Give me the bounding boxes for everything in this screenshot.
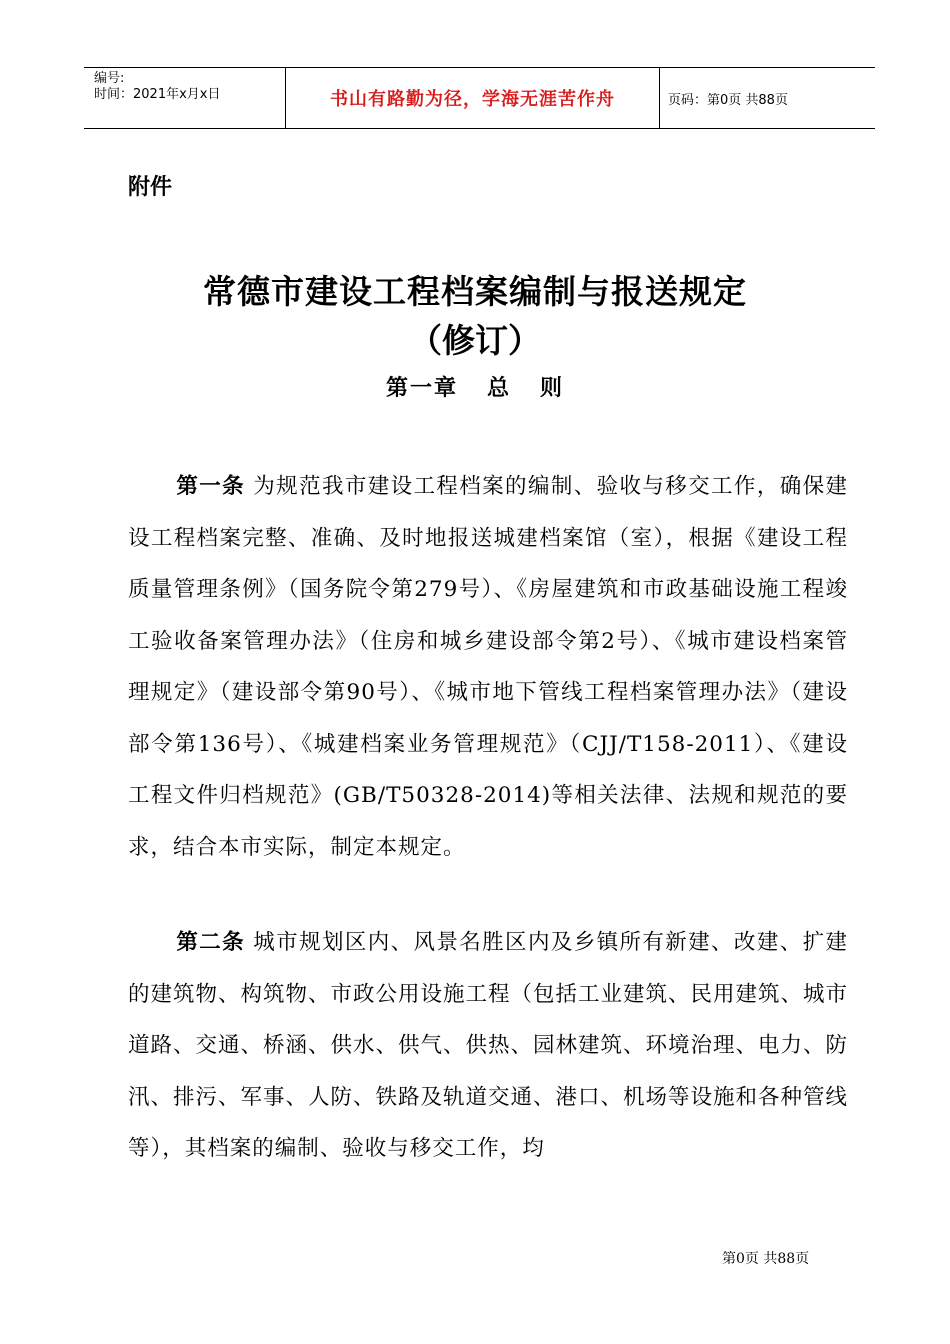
page-footer: 第0页 共88页 xyxy=(722,1251,810,1267)
article-text: 为规范我市建设工程档案的编制、验收与移交工作，确保建设工程档案完整、准确、及时地报送城建档案馆（室），根据《建设工程质量管理条例》（国务院令第279号）、《房屋建筑和市政基础设施工程竣工验收备案管理办法》（住房和城乡建设部令第2号）、《城市建设档案管理规定》（建设部令第90号）、《城市地下管线工程档案管理办法》（建设部令第136号）、《城建档案业务管理规范》（CJJ/T158-2011）、《建设工程文件归档规范》(GB/T50328-2014)等相关法律、法规和规范的要求，结合本市实际，制定本规定。 xyxy=(128,474,848,860)
article-text: 城市规划区内、风景名胜区内及乡镇所有新建、改建、扩建的建筑物、构筑物、市政公用设施工程（包括工业建筑、民用建筑、城市道路、交通、桥涵、供水、供气、供热、园林建筑、环境治理、电力、防汛、排污、军事、人防、铁路及轨道交通、港口、机场等设施和各种管线等），其档案的编制、验收与移交工作，均 xyxy=(128,930,849,1161)
attachment-label: 附件 xyxy=(128,175,173,200)
page-header xyxy=(84,67,875,129)
article-paragraph xyxy=(128,917,848,1175)
header-meta-cell xyxy=(84,68,286,128)
header-motto-cell xyxy=(286,68,660,128)
document-title: 常德市建设工程档案编制与报送规定 xyxy=(203,272,747,311)
number-label: 编号: xyxy=(94,71,125,86)
motto-text: 书山有路勤为径，学海无涯苦作舟 xyxy=(330,89,615,110)
article-label: 第二条 xyxy=(176,930,246,955)
article-paragraph xyxy=(128,461,848,873)
chapter-heading: 第一章 总 则 xyxy=(386,376,564,401)
page-info: 页码：第0页 共88页 xyxy=(668,92,788,108)
document-subtitle: （修订） xyxy=(409,321,541,360)
header-page-cell xyxy=(660,68,875,128)
time-label: 时间：2021年x月x日 xyxy=(94,87,221,102)
article-label: 第一条 xyxy=(176,474,246,499)
